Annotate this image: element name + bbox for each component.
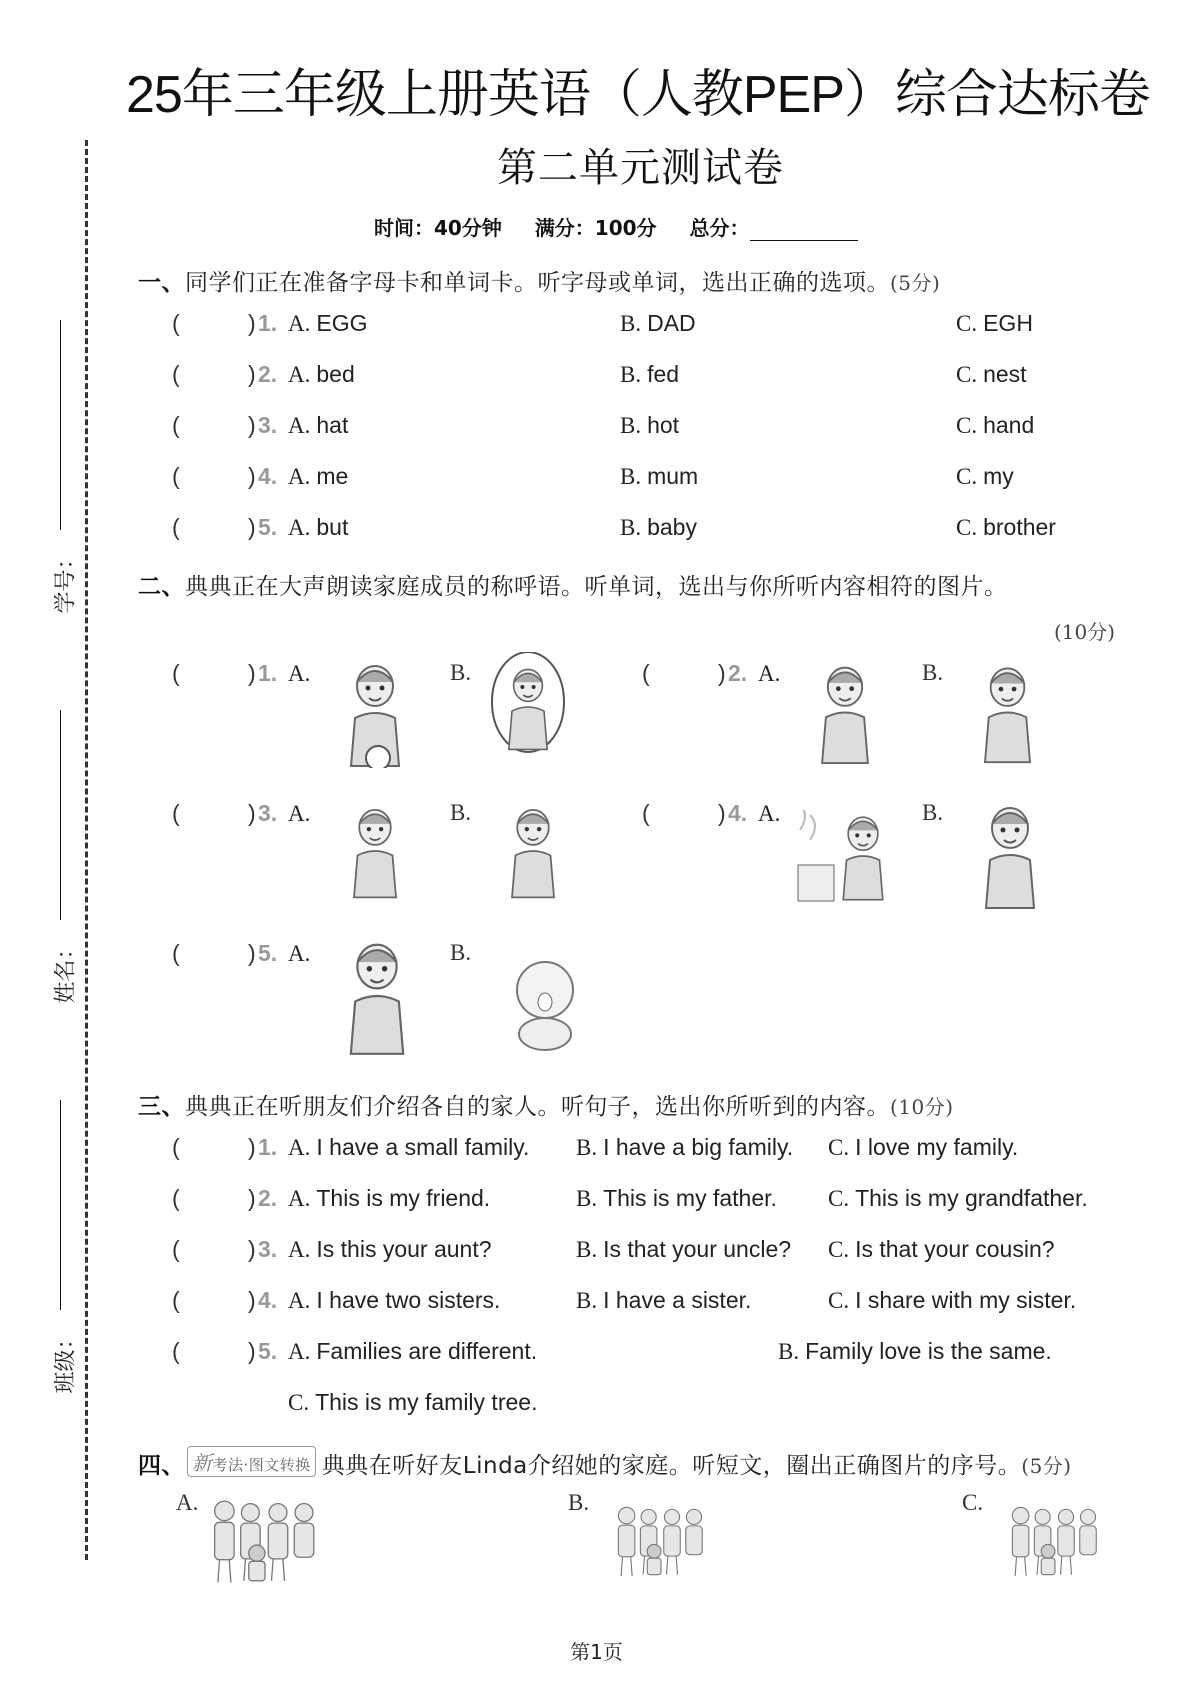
answer-paren-open[interactable]: ( bbox=[172, 1185, 180, 1211]
answer-paren-open[interactable]: ( bbox=[172, 412, 180, 438]
fold-dashed-line bbox=[85, 140, 88, 1560]
answer-paren-open[interactable]: ( bbox=[172, 310, 180, 336]
answer-paren-open[interactable]: ( bbox=[172, 463, 180, 489]
class-label: 班级： bbox=[53, 1327, 79, 1394]
father-reading-image[interactable] bbox=[970, 800, 1050, 910]
option-b: fed bbox=[647, 361, 680, 387]
grandmother-image[interactable] bbox=[800, 660, 890, 765]
answer-paren-open[interactable]: ( bbox=[172, 800, 180, 826]
time-limit: 时间：40分钟 bbox=[374, 216, 502, 240]
answer-paren-open[interactable]: ( bbox=[172, 1236, 180, 1262]
family-option-c-image[interactable] bbox=[1000, 1486, 1110, 1596]
option-c: Is that your cousin? bbox=[855, 1236, 1055, 1262]
option-a-label[interactable]: A. bbox=[176, 1490, 199, 1515]
option-a: Families are different. bbox=[316, 1338, 538, 1364]
option-a: EGG bbox=[316, 310, 368, 336]
section2-heading: 二、典典正在大声朗读家庭成员的称呼语。听单词，选出与你所听内容相符的图片。 bbox=[138, 574, 1008, 600]
answer-paren-open[interactable]: ( bbox=[172, 361, 180, 387]
grandfather-image[interactable] bbox=[970, 660, 1045, 765]
option-b: DAD bbox=[647, 310, 696, 336]
girl-jumping-rope-image[interactable] bbox=[488, 652, 568, 762]
mother-cooking-image[interactable] bbox=[790, 810, 900, 905]
answer-paren-open[interactable]: ( bbox=[172, 1287, 180, 1313]
student-id-blank[interactable] bbox=[60, 320, 61, 530]
answer-paren-open[interactable]: ( bbox=[172, 1338, 180, 1364]
section1-heading: 一、同学们正在准备字母卡和单词卡。听字母或单词，选出正确的选项。(5分) bbox=[138, 270, 941, 296]
option-b: mum bbox=[647, 463, 699, 489]
answer-paren-open[interactable]: ( bbox=[172, 1134, 180, 1160]
section3-heading: 三、典典正在听朋友们介绍各自的家人。听句子，选出你所听到的内容。(10分) bbox=[138, 1094, 954, 1120]
option-b: Family love is the same. bbox=[805, 1338, 1052, 1364]
answer-paren-open[interactable]: ( bbox=[172, 660, 180, 686]
girl-long-hair-image[interactable] bbox=[498, 796, 568, 906]
option-a: but bbox=[316, 514, 349, 540]
answer-paren-open[interactable]: ( bbox=[172, 940, 180, 966]
option-c-label[interactable]: C. bbox=[962, 1490, 984, 1515]
option-c: I love my family. bbox=[855, 1134, 1019, 1160]
option-b: hot bbox=[647, 412, 680, 438]
option-b: Is that your uncle? bbox=[603, 1236, 792, 1262]
section3-points: (10分) bbox=[890, 1095, 954, 1119]
option-a: I have a small family. bbox=[316, 1134, 530, 1160]
section3-title: 典典正在听朋友们介绍各自的家人。听句子，选出你所听到的内容。 bbox=[185, 1094, 890, 1120]
option-b: I have a sister. bbox=[603, 1287, 752, 1313]
section1-points: (5分) bbox=[890, 271, 941, 295]
girl-with-backpack-image[interactable] bbox=[332, 936, 422, 1056]
option-c: hand bbox=[983, 412, 1035, 438]
total-score-label: 总分： bbox=[689, 216, 750, 240]
section2-title: 典典正在大声朗读家庭成员的称呼语。听单词，选出与你所听内容相符的图片。 bbox=[185, 574, 1008, 600]
option-a: I have two sisters. bbox=[316, 1287, 501, 1313]
option-c: This is my grandfather. bbox=[855, 1185, 1088, 1211]
section4-points: (5分) bbox=[1021, 1454, 1072, 1478]
option-c: nest bbox=[983, 361, 1027, 387]
option-c: I share with my sister. bbox=[855, 1287, 1077, 1313]
option-b-label[interactable]: B. bbox=[568, 1490, 590, 1515]
full-score: 满分：100分 bbox=[534, 216, 657, 240]
family-option-a-image[interactable] bbox=[200, 1486, 330, 1596]
option-a: This is my friend. bbox=[316, 1185, 491, 1211]
option-b: baby bbox=[647, 514, 697, 540]
page-number: 第1页 bbox=[570, 1640, 623, 1664]
section2-points: (10分) bbox=[1053, 620, 1115, 644]
option-b: I have a big family. bbox=[603, 1134, 794, 1160]
family-option-b-image[interactable] bbox=[606, 1486, 716, 1596]
option-a: bed bbox=[316, 361, 355, 387]
exam-subtitle: 第二单元测试卷 bbox=[497, 145, 784, 191]
section4-heading: 四、 新考法·图文转换 典典在听好友Linda介绍她的家庭。听短文，圈出正确图片的序号。(5分) bbox=[138, 1446, 1072, 1480]
option-a: hat bbox=[316, 412, 349, 438]
option-c: brother bbox=[983, 514, 1056, 540]
answer-paren-open[interactable]: ( bbox=[642, 660, 650, 686]
answer-paren-open[interactable]: ( bbox=[172, 514, 180, 540]
answer-paren-open[interactable]: ( bbox=[642, 800, 650, 826]
exam-meta bbox=[374, 212, 858, 241]
boy-playing-football-image[interactable] bbox=[330, 658, 420, 768]
total-score-blank[interactable] bbox=[750, 221, 858, 241]
option-a: Is this your aunt? bbox=[316, 1236, 492, 1262]
section1-title: 同学们正在准备字母卡和单词卡。听字母或单词，选出正确的选项。 bbox=[185, 270, 890, 296]
student-id-label: 学号： bbox=[53, 547, 79, 614]
name-label: 姓名： bbox=[53, 937, 79, 1004]
new-question-type-badge: 新考法·图文转换 bbox=[187, 1446, 316, 1477]
exam-title: 25年三年级上册英语（人教PEP）综合达标卷 bbox=[126, 66, 1150, 124]
option-a: me bbox=[316, 463, 349, 489]
name-blank[interactable] bbox=[60, 710, 61, 920]
baby-image[interactable] bbox=[505, 952, 585, 1052]
option-c: my bbox=[983, 463, 1014, 489]
boy-with-glasses-image[interactable] bbox=[340, 796, 410, 906]
option-c: This is my family tree. bbox=[315, 1389, 538, 1415]
option-b: This is my father. bbox=[603, 1185, 777, 1211]
section4-title: 典典在听好友Linda介绍她的家庭。听短文，圈出正确图片的序号。 bbox=[321, 1453, 1022, 1479]
class-blank[interactable] bbox=[60, 1100, 61, 1310]
option-c: EGH bbox=[983, 310, 1033, 336]
